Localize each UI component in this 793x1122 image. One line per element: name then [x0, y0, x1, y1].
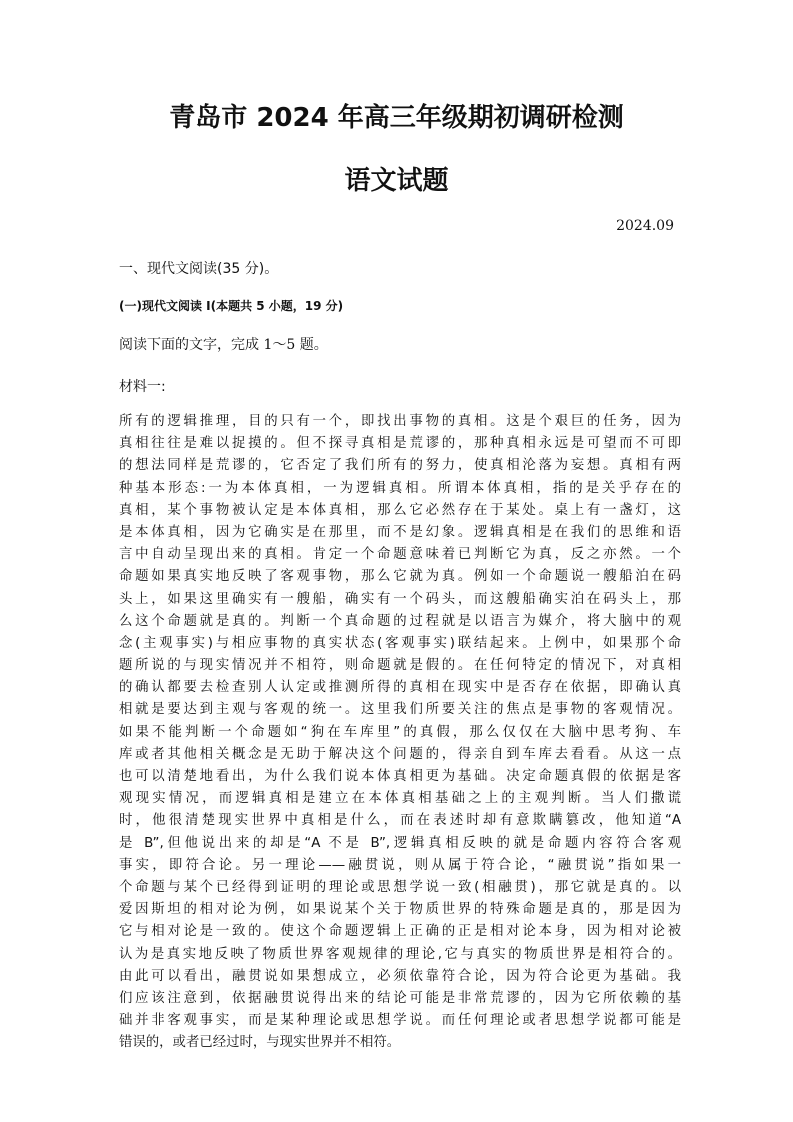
passage-line: 的想法同样是荒谬的，它否定了我们所有的努力，使真相沦落为妄想。真相有两 [119, 458, 681, 474]
passage-line: 是 B”,但他说出来的却是“A 不是 B”,逻辑真相反映的就是命题内容符合客观 [119, 835, 681, 851]
passage-line: 时，他很清楚现实世界中真相是什么，而在表述时却有意欺瞒篡改，他知道“A [119, 813, 681, 829]
material-label: 材料一: [119, 379, 166, 395]
document-subtitle: 语文试题 [344, 166, 449, 196]
passage-line: 观现实情况，而逻辑真相是建立在本体真相基础之上的主观判断。当人们撒谎 [119, 791, 681, 807]
passage-line: 念(主观事实)与相应事物的真实状态(客观事实)联结起来。上例中，如果那个命 [119, 635, 681, 651]
passage-line: 真相，某个事物被认定是本体真相，那么它必然存在于某处。桌上有一盏灯，这 [119, 502, 681, 518]
passage-line: 所有的逻辑推理，目的只有一个，即找出事物的真相。这是个艰巨的任务，因为 [119, 414, 681, 429]
section-heading: 一、现代文阅读(35 分)。 [119, 261, 279, 277]
passage-line: 么这个命题就是真的。判断一个真命题的过程就是以语言为媒介，将大脑中的观 [119, 613, 681, 629]
passage-line: 它与相对论是一致的。使这个命题逻辑上正确的正是相对论本身，因为相对论被 [119, 924, 681, 940]
passage-line: 个命题与某个已经得到证明的理论或思想学说一致(相融贯)，那它就是真的。以 [119, 879, 681, 895]
passage-line: 题所说的与现实情况并不相符，则命题就是假的。在任何特定的情况下，对真相 [119, 658, 681, 674]
passage-line: 错误的，或者已经过时，与现实世界并不相符。 [119, 1035, 401, 1051]
document-date: 2024.09 [616, 218, 674, 234]
passage-line: 言中自动呈现出来的真相。肯定一个命题意味着已判断它为真，反之亦然。一个 [119, 547, 681, 563]
passage-line: 础并非客观事实，而是某种理论或思想学说。而任何理论或者思想学说都可能是 [119, 1013, 681, 1029]
reading-instruction: 阅读下面的文字，完成 1～5 题。 [119, 337, 328, 353]
document-title: 青岛市 2024 年高三年级期初调研检测 [169, 103, 624, 133]
passage-line: 真相往往是难以捉摸的。但不探寻真相是荒谬的，那种真相永远是可望而不可即 [119, 436, 681, 452]
passage-line: 认为是真实地反映了物质世界客观规律的理论,它与真实的物质世界是相符合的。 [119, 946, 681, 962]
passage-line: 也可以清楚地看出，为什么我们说本体真相更为基础。决定命题真假的依据是客 [119, 769, 681, 784]
passage-line: 是本体真相，因为它确实是在那里，而不是幻象。逻辑真相是在我们的思维和语 [119, 524, 681, 540]
passage-line: 相就是要达到主观与客观的统一。这里我们所要关注的焦点是事物的客观情况。 [119, 702, 681, 718]
passage-line: 们应该注意到，依据融贯说得出来的结论可能是非常荒谬的，因为它所依赖的基 [119, 990, 681, 1006]
passage-line: 事实，即符合论。另一理论——融贯说，则从属于符合论，“融贯说”指如果一 [119, 857, 681, 873]
passage-line: 的确认都要去检查别人认定或推测所得的真相在现实中是否存在依据，即确认真 [119, 680, 681, 696]
passage-line: 命题如果真实地反映了客观事物，那么它就为真。例如一个命题说一艘船泊在码 [119, 569, 681, 585]
passage-line: 库或者其他相关概念是无助于解决这个问题的，得亲自到车库去看看。从这一点 [119, 746, 681, 762]
passage-body [119, 411, 681, 1054]
passage-line: 爱因斯坦的相对论为例，如果说某个关于物质世界的特殊命题是真的，那是因为 [119, 902, 681, 918]
passage-line: 种基本形态:一为本体真相，一为逻辑真相。所谓本体真相，指的是关乎存在的 [119, 480, 681, 496]
passage-line: 如果不能判断一个命题如“狗在车库里”的真假，那么仅仅在大脑中思考狗、车 [119, 724, 681, 740]
passage-line: 头上，如果这里确实有一艘船，确实有一个码头，而这艘船确实泊在码头上，那 [119, 591, 681, 607]
subsection-heading: (一)现代文阅读 I(本题共 5 小题，19 分) [119, 299, 344, 313]
passage-line: 由此可以看出，融贯说如果想成立，必须依靠符合论，因为符合论更为基础。我 [119, 968, 681, 984]
